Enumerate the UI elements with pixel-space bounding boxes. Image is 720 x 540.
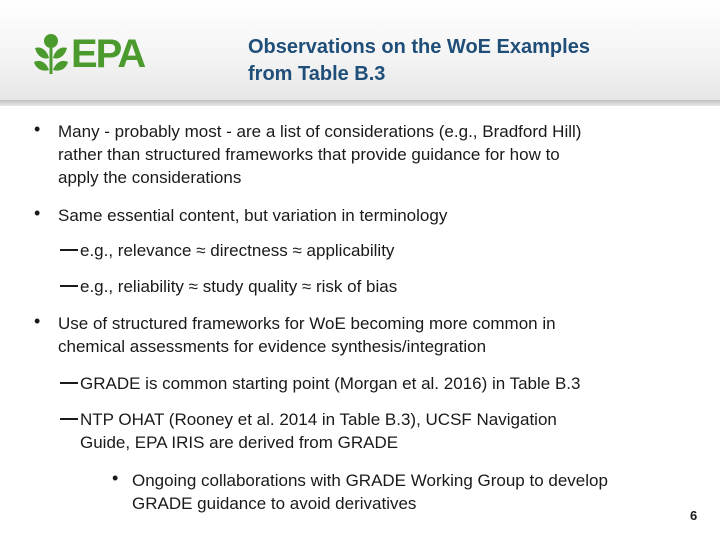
bullet-text: Same essential content, but variation in terminology <box>58 206 448 225</box>
bullet-line: chemical assessments for evidence synthesis/integration <box>58 337 487 356</box>
sub-sub-bullet-marker: • <box>112 468 119 488</box>
sub-sub-bullet-text <box>132 469 608 515</box>
dash-marker <box>60 382 78 384</box>
bullet-text <box>58 312 556 358</box>
bullet-line: apply the considerations <box>58 168 242 187</box>
title-line: from Table B.3 <box>248 63 386 85</box>
sub-bullet-text: e.g., relevance ≈ directness ≈ applicability <box>80 241 395 260</box>
sub-bullet-line: Guide, EPA IRIS are derived from GRADE <box>80 433 399 452</box>
dash-marker <box>60 418 78 420</box>
sub-bullet-text: e.g., reliability ≈ study quality ≈ risk of bias <box>80 277 398 296</box>
bullet-line: Use of structured frameworks for WoE becoming more common in <box>58 314 556 333</box>
sub-bullet-text: GRADE is common starting point (Morgan et al. 2016) in Table B.3 <box>80 374 581 393</box>
bullet-text <box>58 120 581 189</box>
sub-sub-bullet-line: Ongoing collaborations with GRADE Working Group to develop <box>132 471 608 490</box>
bullet-marker: • <box>34 119 41 139</box>
bullet-line: rather than structured frameworks that provide guidance for how to <box>58 145 560 164</box>
title-line: Observations on the WoE Examples <box>248 36 590 58</box>
sub-bullet-line: NTP OHAT (Rooney et al. 2014 in Table B.3), UCSF Navigation <box>80 410 557 429</box>
dash-marker <box>60 285 78 287</box>
dash-marker <box>60 249 78 251</box>
bullet-marker: • <box>34 203 41 223</box>
sub-sub-bullet-line: GRADE guidance to avoid derivatives <box>132 494 417 513</box>
page-number: 6 <box>690 508 698 523</box>
sub-bullet-text <box>80 408 557 454</box>
epa-logo-text: EPA <box>71 32 145 76</box>
bullet-line: Many - probably most - are a list of considerations (e.g., Bradford Hill) <box>58 122 582 141</box>
bullet-marker: • <box>34 311 41 331</box>
